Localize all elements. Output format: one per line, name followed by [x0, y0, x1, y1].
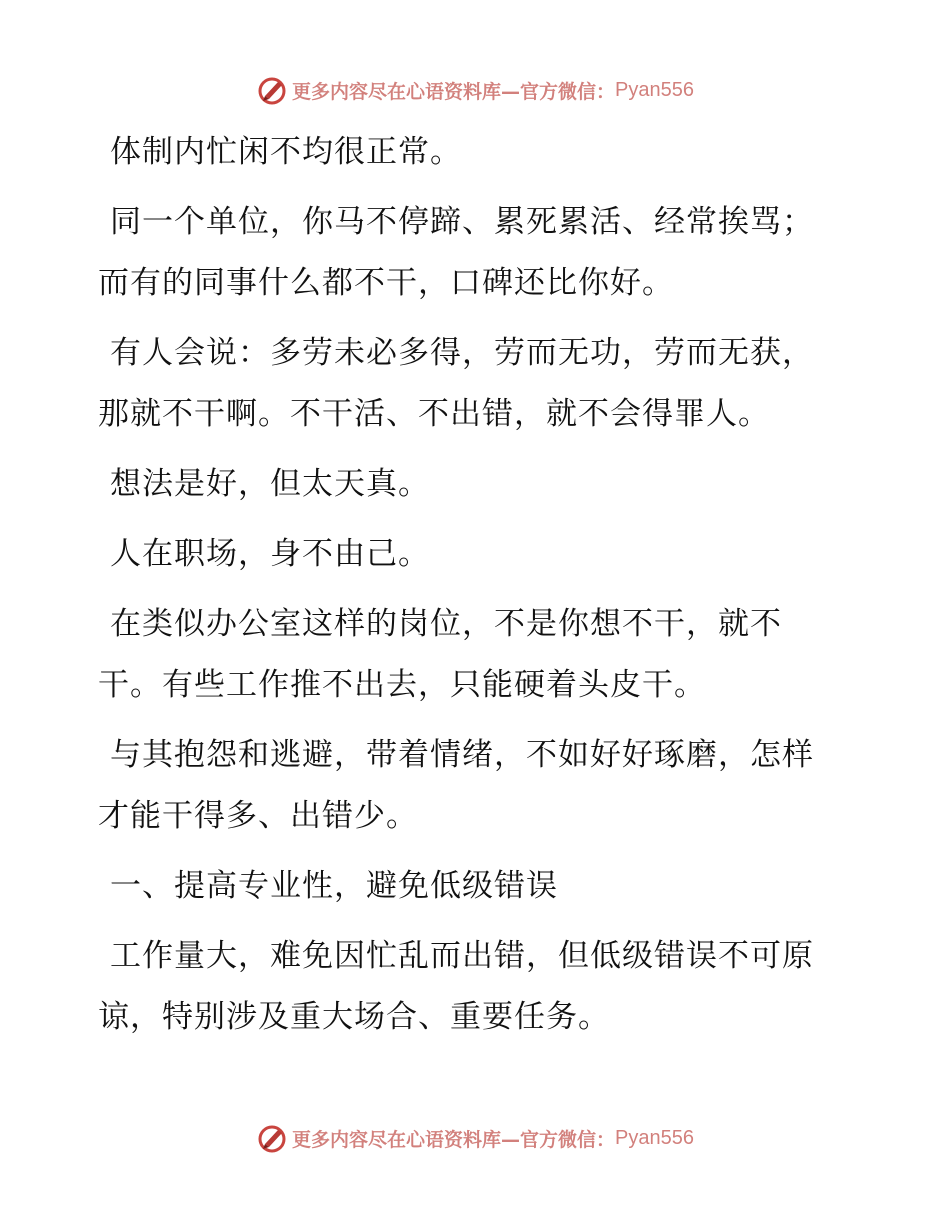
header-banner-text: 更多内容尽在心语资料库—官方微信： [292, 80, 616, 103]
footer-banner [0, 1116, 950, 1160]
paragraph: 想法是好，但太天真。 [110, 466, 430, 502]
paragraph: 人在职场，身不由己。 [110, 536, 430, 572]
header-banner-id: Pyan556 [615, 78, 694, 101]
paragraph: 与其抱怨和逃避，带着情绪，不如好好琢磨，怎样才能干得多、出错少。 [98, 737, 814, 834]
paragraph: 在类似办公室这样的岗位，不是你想不干，就不干。有些工作推不出去，只能硬着头皮干。 [98, 606, 782, 703]
pen-circle-logo-icon [256, 1122, 288, 1154]
paragraph: 工作量大，难免因忙乱而出错，但低级错误不可原谅，特别涉及重大场合、重要任务。 [98, 938, 814, 1035]
footer-banner-text: 更多内容尽在心语资料库—官方微信： [292, 1128, 616, 1151]
document-body [98, 122, 838, 1057]
footer-banner-id: Pyan556 [615, 1126, 694, 1149]
paragraph: 体制内忙闲不均很正常。 [110, 134, 462, 170]
header-banner [0, 68, 950, 112]
section-heading: 一、提高专业性，避免低级错误 [110, 868, 558, 904]
paragraph: 同一个单位，你马不停蹄、累死累活、经常挨骂；而有的同事什么都不干，口碑还比你好。 [98, 204, 814, 301]
paragraph: 有人会说：多劳未必多得，劳而无功，劳而无获，那就不干啊。不干活、不出错，就不会得罪人。 [98, 335, 814, 432]
pen-circle-logo-icon [256, 74, 288, 106]
